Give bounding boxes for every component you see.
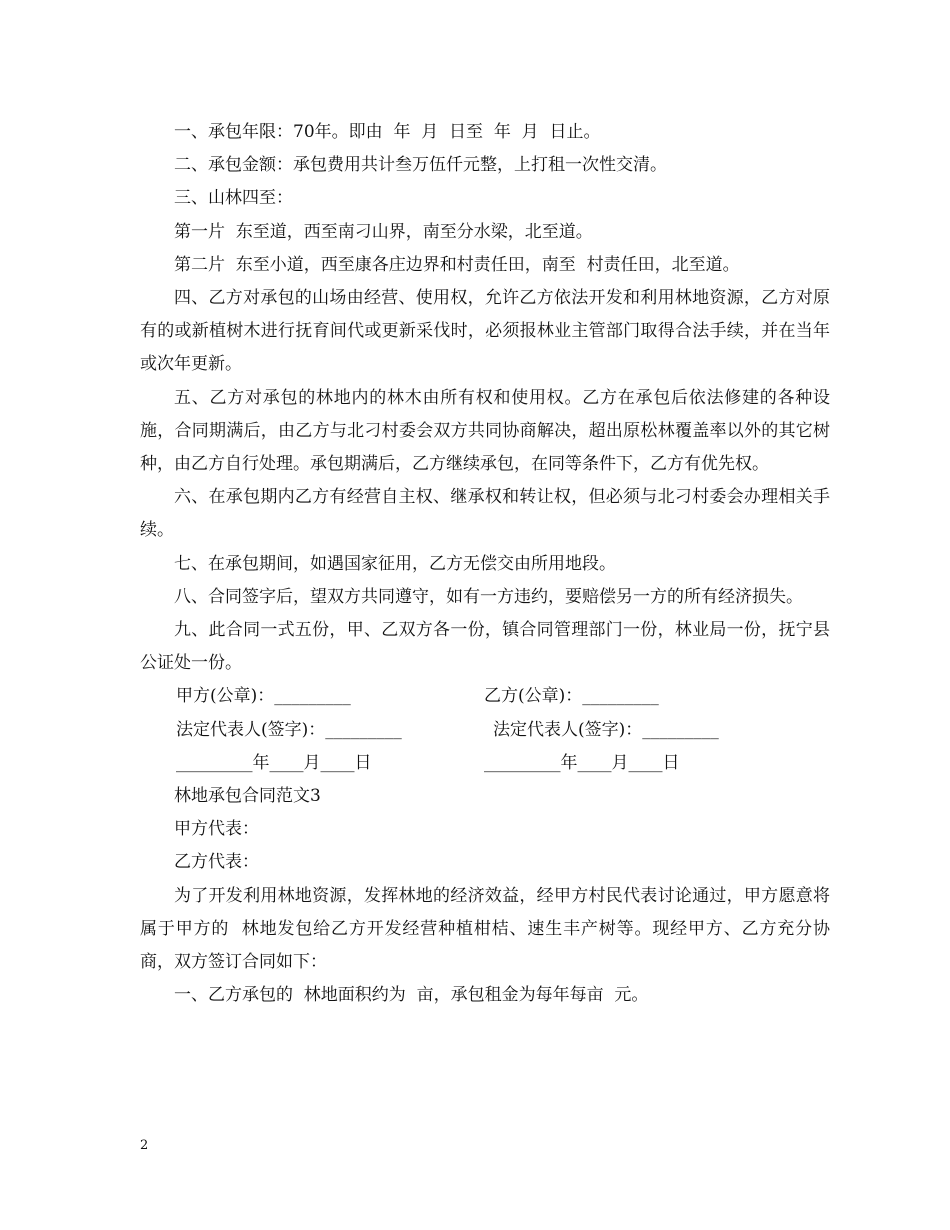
party-b-date: _________年____月____日	[484, 752, 680, 773]
party-b-representative: 法定代表人(签字)：_________	[493, 719, 719, 740]
party-a-seal: 甲方(公章)：_________	[176, 686, 351, 707]
contract-preamble: 为了开发利用林地资源，发挥林地的经济效益，经甲方村民代表讨论通过，甲方愿意将属于甲方的 林地发包给乙方开发经营种植柑桔、速生丰产树等。现经甲方、乙方充分协商，双方签订合同如下：	[140, 885, 830, 973]
clause-usage-rights: 四、乙方对承包的山场由经营、使用权，允许乙方依法开发和利用林地资源，乙方对原有的或新植树木进行抚育间代或更新采伐时，必须报林业主管部门取得合法手续，并在当年或次年更新。	[140, 288, 830, 375]
clause-term: 一、承包年限：70年。即由 年 月 日至 年 月 日止。	[174, 122, 601, 142]
section-title: 林地承包合同范文3	[174, 786, 321, 807]
party-b-seal: 乙方(公章)：_________	[484, 686, 659, 707]
boundary-plot-1: 第一片 东至道，西至南刁山界，南至分水梁，北至道。	[174, 221, 593, 242]
party-a-representative-line: 甲方代表：	[174, 819, 259, 840]
document-body	[140, 116, 830, 1012]
boundary-plot-2: 第二片 东至小道，西至康各庄边界和村责任田，南至 村责任田，北至道。	[174, 254, 740, 275]
clause-area-rent: 一、乙方承包的 林地面积约为 亩，承包租金为每年每亩 元。	[174, 985, 649, 1006]
signature-date-row	[140, 747, 830, 780]
clause-autonomy: 六、在承包期内乙方有经营自主权、继承权和转让权，但必须与北刁村委会办理相关手续。	[140, 487, 830, 541]
clause-ownership: 五、乙方对承包的林地内的林木由所有权和使用权。乙方在承包后依法修建的各种设施，合同期满后，由乙方与北刁村委会双方共同协商解决，超出原松林覆盖率以外的其它树种，由乙方自行处理。承包期满后，乙方继续承包，在同等条件下，乙方有优先权。	[140, 387, 830, 475]
clause-copies: 九、此合同一式五份，甲、乙双方各一份，镇合同管理部门一份，林业局一份，抚宁县公证处一份。	[140, 620, 830, 674]
signature-rep-row	[140, 714, 830, 747]
clause-amount: 二、承包金额：承包费用共计叁万伍仟元整，上打租一次性交清。	[174, 155, 667, 176]
party-a-date: _________年____月____日	[176, 752, 372, 773]
signature-seal-row	[140, 680, 830, 713]
clause-boundaries: 三、山林四至：	[174, 188, 293, 209]
clause-expropriation: 七、在承包期间，如遇国家征用，乙方无偿交由所用地段。	[174, 553, 616, 574]
party-a-representative: 法定代表人(签字)：_________	[176, 719, 402, 740]
clause-breach: 八、合同签字后，望双方共同遵守，如有一方违约，要赔偿另一方的所有经济损失。	[174, 586, 803, 607]
page-number: 2	[140, 1138, 149, 1153]
party-b-representative-line: 乙方代表：	[174, 852, 259, 873]
